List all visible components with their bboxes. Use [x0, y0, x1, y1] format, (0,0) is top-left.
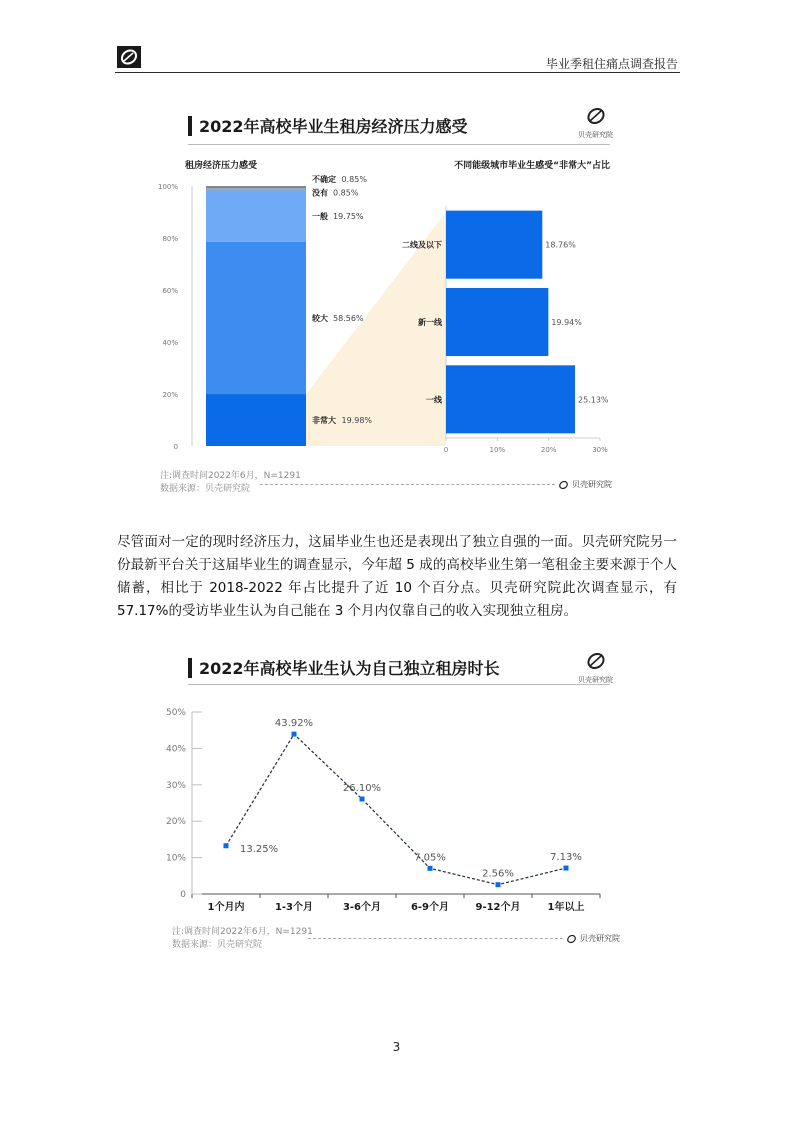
stacked-value-label: 0.85%	[341, 175, 367, 185]
stacked-category-label: 没有	[312, 188, 328, 198]
line-x-category-label: 1年以上	[547, 902, 585, 913]
line-x-category-label: 3-6个月	[342, 902, 382, 913]
stacked-category-label: 一般	[312, 212, 328, 222]
figure2-title	[188, 656, 500, 679]
right-x-tick-label: 30%	[592, 446, 608, 454]
figure2-footer-brand	[566, 933, 620, 944]
data-value-label: 43.92%	[274, 718, 314, 730]
stacked-bar-segment	[206, 394, 306, 446]
footer-logo-icon	[558, 480, 569, 490]
logo-icon	[117, 46, 141, 72]
figure1-title	[188, 114, 468, 137]
stacked-value-label: 58.56%	[333, 313, 364, 323]
left-y-tick-label: 0	[173, 443, 178, 451]
stacked-bar-segment	[206, 190, 306, 241]
page-number: 3	[392, 1040, 401, 1054]
line-y-tick-label: 0	[180, 890, 186, 900]
figure2-line-chart	[160, 695, 620, 920]
right-x-tick-label: 10%	[489, 446, 506, 454]
figure1-brand-logo	[578, 106, 613, 140]
figure1-chart	[150, 150, 620, 470]
figure1-footer-brand	[558, 479, 612, 490]
horizontal-bar-category: 新一线	[418, 318, 442, 327]
figure2-title-text: 2022年高校毕业生认为自己独立租房时长	[199, 659, 500, 678]
data-point	[428, 866, 433, 871]
line-x-category-label: 6-9个月	[410, 902, 450, 913]
data-point	[564, 866, 569, 871]
figure1-note-divider	[260, 484, 555, 485]
left-y-tick-label: 100%	[157, 183, 178, 191]
data-point	[360, 796, 365, 801]
stacked-category-label: 不确定	[312, 175, 336, 185]
data-point	[496, 882, 501, 887]
header-title: 毕业季租住痛点调查报告	[545, 57, 678, 71]
horizontal-bar-category: 二线及以下	[402, 240, 442, 250]
line-chart-group	[166, 708, 600, 913]
line-y-tick-label: 20%	[165, 817, 186, 828]
horizontal-bar	[446, 211, 542, 279]
stacked-value-label: 19.75%	[333, 212, 364, 222]
figure1-footer-brand-text: 贝壳研究院	[572, 480, 612, 489]
figure1-separator	[188, 144, 610, 145]
stacked-value-label: 0.85%	[333, 188, 359, 198]
figure1-note	[160, 470, 301, 496]
data-point	[292, 732, 297, 737]
body-paragraph: 尽管面对一定的现时经济压力，这届毕业生也还是表现出了独立自强的一面。贝壳研究院另一份最新平台关于这届毕业生的调查显示，今年超 5 成的高校毕业生第一笔租金主要来源于个人储蓄，相比于 2018-2022 年占比提升了近 10 个百分点。贝壳研究院此次调查显示，有 57.17%的受访毕业生认为自己能在 3 个月内仅靠自己的收入实现独立租房。	[117, 534, 677, 619]
horizontal-bar-value-label: 19.94%	[551, 318, 582, 327]
stacked-category-label: 非常大	[312, 416, 336, 426]
left-y-tick-label: 80%	[162, 235, 178, 243]
figure2-note-text: 注:调查时间2022年6月，N=1291	[172, 927, 313, 937]
right-chart-subtitle: 不同能级城市毕业生感受“非常大”占比	[454, 161, 610, 171]
brand-logo-icon	[585, 106, 607, 126]
right-x-tick-label: 20%	[540, 446, 557, 454]
data-value-label: 13.25%	[240, 843, 279, 855]
header-divider	[115, 72, 680, 73]
figure2-footer-brand-text: 贝壳研究院	[580, 934, 620, 943]
left-chart-subtitle: 租房经济压力感受	[185, 161, 258, 171]
left-stacked-bar-chart	[158, 174, 446, 451]
horizontal-bar-value-label: 25.13%	[578, 395, 609, 405]
figure1-note-text: 注:调查时间2022年6月，N=1291	[160, 471, 301, 481]
left-y-tick-label: 60%	[162, 287, 178, 295]
line-x-category-label: 1-3个月	[274, 902, 314, 913]
left-y-tick-label: 20%	[162, 391, 178, 399]
data-point	[224, 843, 229, 848]
data-value-label: 7.13%	[550, 852, 582, 864]
figure1-source-text: 数据来源：贝壳研究院	[160, 484, 251, 494]
line-y-tick-label: 50%	[165, 708, 186, 718]
brand-logo-icon	[585, 651, 607, 671]
figure2-separator	[188, 684, 610, 685]
right-x-tick-label: 0	[443, 446, 449, 454]
line-y-tick-label: 40%	[165, 744, 186, 755]
figure1-brand-text: 贝壳研究院	[578, 131, 613, 139]
stacked-bar-segment	[206, 188, 306, 190]
left-y-tick-label: 40%	[162, 339, 178, 347]
figure2-note-divider	[308, 938, 563, 939]
line-x-category-label: 1个月内	[207, 902, 245, 913]
stacked-category-label: 较大	[312, 313, 328, 323]
line-y-tick-label: 10%	[165, 853, 186, 864]
series-line	[226, 734, 566, 885]
horizontal-bar-value-label: 18.76%	[545, 240, 576, 250]
figure1-title-text: 2022年高校毕业生租房经济压力感受	[199, 117, 468, 136]
data-value-label: 7.05%	[414, 852, 446, 864]
figure2-brand-text: 贝壳研究院	[578, 676, 613, 684]
figure2-brand-logo	[578, 651, 613, 685]
horizontal-bar	[446, 288, 548, 356]
horizontal-bar	[446, 365, 575, 433]
data-value-label: 26.10%	[342, 782, 382, 794]
horizontal-bar-category: 一线	[426, 395, 442, 405]
figure2-note	[172, 926, 313, 952]
line-x-category-label: 9-12个月	[475, 902, 521, 913]
stacked-bar-segment	[206, 242, 306, 394]
line-y-tick-label: 30%	[165, 780, 186, 791]
figure2-source-text: 数据来源：贝壳研究院	[172, 940, 263, 950]
data-value-label: 2.56%	[482, 868, 514, 880]
stacked-value-label: 19.98%	[341, 416, 373, 426]
footer-logo-icon	[566, 934, 577, 944]
stacked-bar-segment	[206, 186, 306, 188]
